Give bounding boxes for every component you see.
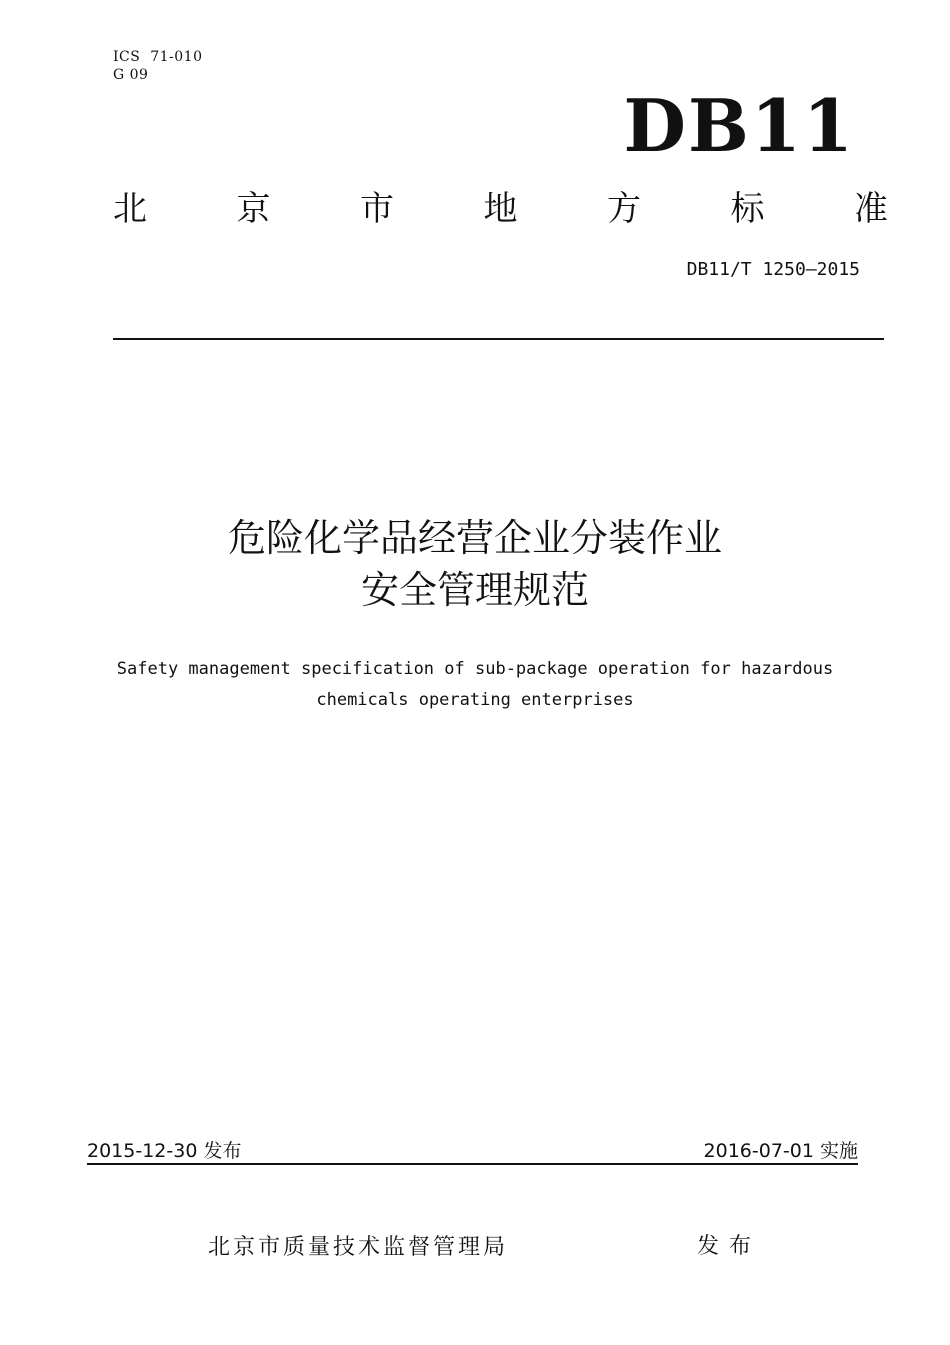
ics-code: ICS 71-010 — [113, 49, 203, 65]
chinese-title-line-2: 安全管理规范 — [360, 568, 589, 612]
chinese-title — [0, 512, 950, 616]
publish-label: 发布 — [697, 1234, 762, 1259]
header-divider — [113, 338, 884, 340]
standard-code: DB11 — [623, 83, 855, 168]
standard-type-char: 京 — [236, 189, 271, 229]
classification-codes — [113, 48, 203, 84]
implementation-date: 2016-07-01 实施 — [703, 1140, 858, 1162]
dates-row — [87, 1134, 858, 1164]
ccs-code: G 09 — [113, 67, 149, 83]
issue-date: 2015-12-30 发布 — [87, 1140, 242, 1162]
standard-type-char: 准 — [854, 189, 888, 229]
standard-type-char: 北 — [113, 189, 147, 229]
english-title — [0, 654, 950, 716]
dates-divider — [87, 1163, 858, 1165]
standard-type-char: 市 — [360, 189, 394, 229]
standard-type-char: 方 — [607, 189, 641, 229]
chinese-title-line-1: 危险化学品经营企业分装作业 — [227, 516, 722, 560]
english-title-line-1: Safety management specification of sub-package operation for hazardous — [116, 659, 834, 679]
standard-type-char: 地 — [483, 189, 518, 229]
english-title-line-2: chemicals operating enterprises — [316, 690, 634, 710]
standard-type-char: 标 — [730, 189, 765, 229]
standard-type — [113, 184, 888, 234]
document-number: DB11/T 1250—2015 — [686, 259, 860, 280]
issuing-authority: 北京市质量技术监督管理局 — [208, 1235, 509, 1260]
